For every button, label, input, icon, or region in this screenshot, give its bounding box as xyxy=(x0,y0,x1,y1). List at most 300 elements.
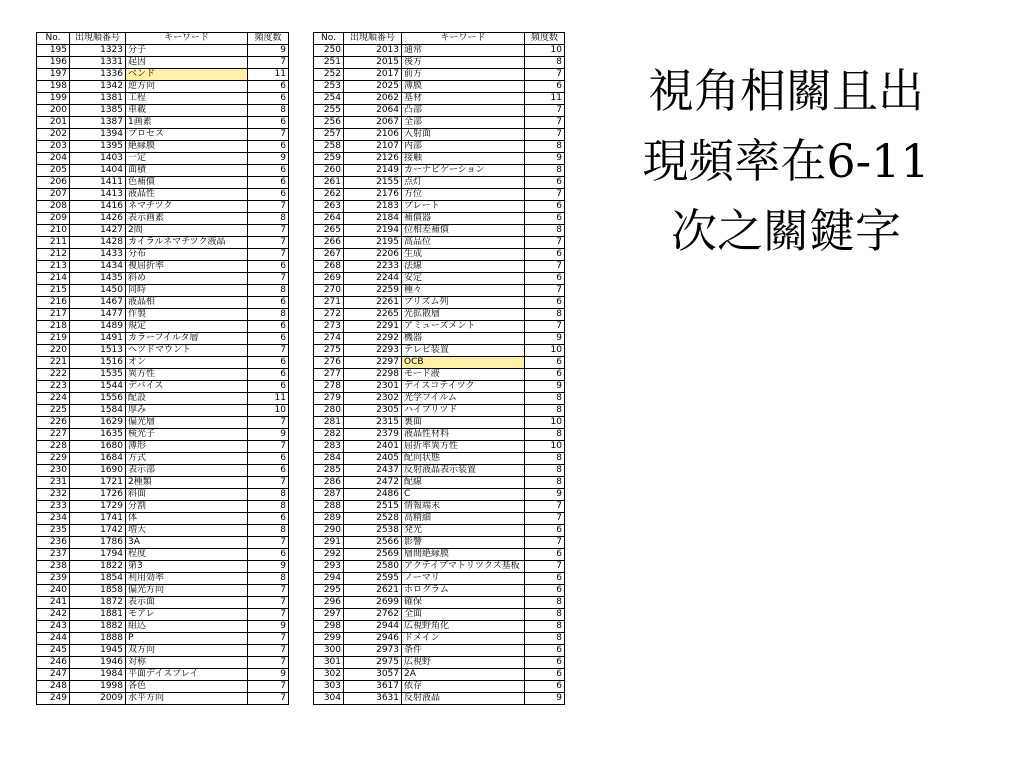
keyword-cell: 安定 xyxy=(402,273,525,285)
row-number-cell: 281 xyxy=(314,417,344,429)
order-number-cell: 1690 xyxy=(70,465,126,477)
order-number-cell: 1729 xyxy=(70,501,126,513)
table-row xyxy=(314,57,565,69)
row-number-cell: 291 xyxy=(314,537,344,549)
order-number-cell: 1489 xyxy=(70,321,126,333)
table-row xyxy=(37,81,289,93)
table-row xyxy=(314,405,565,417)
frequency-cell: 8 xyxy=(248,573,289,585)
order-number-cell: 1858 xyxy=(70,585,126,597)
keyword-cell: 各色 xyxy=(126,681,248,693)
keyword-cell: 工程 xyxy=(126,93,248,105)
row-number-cell: 246 xyxy=(37,657,70,669)
order-number-cell: 2149 xyxy=(344,165,402,177)
keyword-cell: 層間絶縁膜 xyxy=(402,549,525,561)
row-number-cell: 252 xyxy=(314,69,344,81)
row-number-cell: 240 xyxy=(37,585,70,597)
row-number-cell: 267 xyxy=(314,249,344,261)
keyword-cell: 利用効率 xyxy=(126,573,248,585)
frequency-cell: 6 xyxy=(525,669,565,681)
table-row xyxy=(314,585,565,597)
order-number-cell: 1535 xyxy=(70,369,126,381)
table-row xyxy=(314,189,565,201)
table-row xyxy=(37,249,289,261)
row-number-cell: 298 xyxy=(314,621,344,633)
order-number-cell: 2291 xyxy=(344,321,402,333)
keyword-cell: 偏光方向 xyxy=(126,585,248,597)
table-row xyxy=(314,117,565,129)
row-number-cell: 296 xyxy=(314,597,344,609)
table-row xyxy=(314,609,565,621)
frequency-cell: 9 xyxy=(525,381,565,393)
order-number-cell: 1854 xyxy=(70,573,126,585)
table-row xyxy=(37,453,289,465)
row-number-cell: 221 xyxy=(37,357,70,369)
table-row xyxy=(314,393,565,405)
order-number-cell: 2538 xyxy=(344,525,402,537)
keyword-cell: 配線 xyxy=(402,477,525,489)
table-row xyxy=(314,501,565,513)
frequency-cell: 7 xyxy=(248,585,289,597)
table-row xyxy=(314,537,565,549)
frequency-cell: 8 xyxy=(525,621,565,633)
order-number-cell: 2973 xyxy=(344,645,402,657)
table-row xyxy=(37,285,289,297)
frequency-cell: 8 xyxy=(525,609,565,621)
table-row xyxy=(314,201,565,213)
title-line-1: 視角相關且出 xyxy=(648,64,924,118)
keyword-cell: 起因 xyxy=(126,57,248,69)
table-row xyxy=(314,261,565,273)
keyword-cell: カーナビゲーション xyxy=(402,165,525,177)
frequency-cell: 6 xyxy=(248,369,289,381)
order-number-cell: 1426 xyxy=(70,213,126,225)
keyword-cell: 屈折率異方性 xyxy=(402,441,525,453)
frequency-cell: 9 xyxy=(248,561,289,573)
keyword-cell: 方位 xyxy=(402,189,525,201)
row-number-cell: 241 xyxy=(37,597,70,609)
frequency-cell: 8 xyxy=(525,393,565,405)
table-row xyxy=(37,513,289,525)
row-number-cell: 295 xyxy=(314,585,344,597)
table-row xyxy=(37,405,289,417)
frequency-cell: 7 xyxy=(248,249,289,261)
keyword-cell: オン xyxy=(126,357,248,369)
order-number-cell: 1427 xyxy=(70,225,126,237)
keyword-cell: プロセス xyxy=(126,129,248,141)
table-row xyxy=(37,501,289,513)
keyword-cell: 分割 xyxy=(126,501,248,513)
row-number-cell: 202 xyxy=(37,129,70,141)
order-number-cell: 1404 xyxy=(70,165,126,177)
order-number-cell: 1629 xyxy=(70,417,126,429)
table-row xyxy=(314,513,565,525)
table-row xyxy=(314,693,565,705)
frequency-cell: 6 xyxy=(248,513,289,525)
order-number-cell: 1395 xyxy=(70,141,126,153)
row-number-cell: 268 xyxy=(314,261,344,273)
keyword-cell: 薄形 xyxy=(126,441,248,453)
frequency-cell: 8 xyxy=(525,165,565,177)
table-row xyxy=(37,153,289,165)
keyword-cell: 組込 xyxy=(126,621,248,633)
table-row xyxy=(37,201,289,213)
row-number-cell: 214 xyxy=(37,273,70,285)
order-number-cell: 2379 xyxy=(344,429,402,441)
table-row xyxy=(37,105,289,117)
order-number-cell: 1635 xyxy=(70,429,126,441)
order-number-cell: 1882 xyxy=(70,621,126,633)
table-row xyxy=(314,465,565,477)
row-number-cell: 275 xyxy=(314,345,344,357)
row-number-cell: 239 xyxy=(37,573,70,585)
title-line-3: 次之關鍵字 xyxy=(671,204,901,258)
order-number-cell: 1403 xyxy=(70,153,126,165)
table-row xyxy=(37,357,289,369)
keyword-cell: ドメイン xyxy=(402,633,525,645)
table-row xyxy=(37,189,289,201)
table-row xyxy=(37,597,289,609)
frequency-cell: 6 xyxy=(525,681,565,693)
keyword-cell: デイスコテイツク xyxy=(402,381,525,393)
order-number-cell: 2699 xyxy=(344,597,402,609)
frequency-cell: 6 xyxy=(525,213,565,225)
order-number-cell: 2183 xyxy=(344,201,402,213)
row-number-cell: 243 xyxy=(37,621,70,633)
order-number-cell: 1336 xyxy=(70,69,126,81)
row-number-cell: 251 xyxy=(314,57,344,69)
slide-title xyxy=(596,56,976,266)
frequency-cell: 10 xyxy=(525,417,565,429)
frequency-cell: 9 xyxy=(248,429,289,441)
order-number-cell: 2472 xyxy=(344,477,402,489)
row-number-cell: 223 xyxy=(37,381,70,393)
frequency-cell: 7 xyxy=(248,597,289,609)
frequency-cell: 6 xyxy=(248,117,289,129)
frequency-cell: 6 xyxy=(525,645,565,657)
order-number-cell: 2244 xyxy=(344,273,402,285)
table-row xyxy=(314,321,565,333)
table-row xyxy=(37,45,289,57)
table-row xyxy=(37,477,289,489)
frequency-cell: 8 xyxy=(248,213,289,225)
order-number-cell: 2259 xyxy=(344,285,402,297)
frequency-cell: 8 xyxy=(248,501,289,513)
frequency-cell: 6 xyxy=(248,549,289,561)
order-number-cell: 2315 xyxy=(344,417,402,429)
frequency-cell: 7 xyxy=(248,657,289,669)
frequency-cell: 7 xyxy=(525,261,565,273)
keyword-cell: 斜面 xyxy=(126,489,248,501)
frequency-cell: 8 xyxy=(525,453,565,465)
order-number-cell: 2195 xyxy=(344,237,402,249)
title-line-2: 現頻率在6-11 xyxy=(642,134,930,188)
keyword-cell: カラーフイルタ層 xyxy=(126,333,248,345)
keyword-cell: ベンド xyxy=(126,69,248,81)
table-row xyxy=(37,693,289,705)
order-number-cell: 2301 xyxy=(344,381,402,393)
row-number-cell: 222 xyxy=(37,369,70,381)
table-row xyxy=(314,381,565,393)
order-number-cell: 1888 xyxy=(70,633,126,645)
order-number-cell: 2297 xyxy=(344,357,402,369)
frequency-cell: 6 xyxy=(525,573,565,585)
table-row xyxy=(37,621,289,633)
keyword-cell: 平面デイスプレイ xyxy=(126,669,248,681)
frequency-cell: 9 xyxy=(248,669,289,681)
row-number-cell: 209 xyxy=(37,213,70,225)
keyword-cell: 点灯 xyxy=(402,177,525,189)
keyword-cell: C xyxy=(402,489,525,501)
row-number-cell: 290 xyxy=(314,525,344,537)
table-row xyxy=(314,333,565,345)
order-number-cell: 1416 xyxy=(70,201,126,213)
frequency-cell: 7 xyxy=(525,561,565,573)
frequency-cell: 7 xyxy=(248,273,289,285)
table-row xyxy=(37,645,289,657)
order-number-cell: 3631 xyxy=(344,693,402,705)
order-number-cell: 1741 xyxy=(70,513,126,525)
keyword-cell: 表示画素 xyxy=(126,213,248,225)
order-number-cell: 2261 xyxy=(344,297,402,309)
keyword-cell: 方式 xyxy=(126,453,248,465)
order-number-cell: 2946 xyxy=(344,633,402,645)
keyword-cell: 情報端末 xyxy=(402,501,525,513)
frequency-cell: 9 xyxy=(525,489,565,501)
header-no: No. xyxy=(37,33,70,45)
row-number-cell: 205 xyxy=(37,165,70,177)
frequency-cell: 8 xyxy=(525,597,565,609)
frequency-cell: 9 xyxy=(525,693,565,705)
frequency-cell: 6 xyxy=(248,333,289,345)
row-number-cell: 219 xyxy=(37,333,70,345)
keyword-cell: 偏光層 xyxy=(126,417,248,429)
order-number-cell: 2067 xyxy=(344,117,402,129)
row-number-cell: 225 xyxy=(37,405,70,417)
keyword-table-left xyxy=(36,32,289,705)
table-row xyxy=(37,165,289,177)
keyword-cell: 確保 xyxy=(402,597,525,609)
row-number-cell: 228 xyxy=(37,441,70,453)
row-number-cell: 292 xyxy=(314,549,344,561)
keyword-cell: 全部 xyxy=(402,117,525,129)
order-number-cell: 1516 xyxy=(70,357,126,369)
order-number-cell: 1794 xyxy=(70,549,126,561)
row-number-cell: 235 xyxy=(37,525,70,537)
row-number-cell: 232 xyxy=(37,489,70,501)
table-row xyxy=(37,237,289,249)
frequency-cell: 7 xyxy=(248,633,289,645)
frequency-cell: 6 xyxy=(525,177,565,189)
row-number-cell: 255 xyxy=(314,105,344,117)
frequency-cell: 8 xyxy=(248,309,289,321)
table-row xyxy=(314,657,565,669)
keyword-cell: プレート xyxy=(402,201,525,213)
table-row xyxy=(37,273,289,285)
row-number-cell: 302 xyxy=(314,669,344,681)
order-number-cell: 1434 xyxy=(70,261,126,273)
table-row xyxy=(37,429,289,441)
order-number-cell: 1411 xyxy=(70,177,126,189)
row-number-cell: 270 xyxy=(314,285,344,297)
order-number-cell: 1742 xyxy=(70,525,126,537)
table-row xyxy=(37,657,289,669)
table-row xyxy=(37,369,289,381)
row-number-cell: 294 xyxy=(314,573,344,585)
frequency-cell: 6 xyxy=(525,549,565,561)
table-row xyxy=(37,177,289,189)
keyword-cell: 規定 xyxy=(126,321,248,333)
keyword-cell: ネマチツク xyxy=(126,201,248,213)
table-row xyxy=(37,561,289,573)
keyword-cell: 面積 xyxy=(126,165,248,177)
table-row xyxy=(314,429,565,441)
row-number-cell: 289 xyxy=(314,513,344,525)
table-row xyxy=(314,345,565,357)
order-number-cell: 1513 xyxy=(70,345,126,357)
order-number-cell: 2595 xyxy=(344,573,402,585)
table-row xyxy=(37,585,289,597)
table-row xyxy=(314,417,565,429)
order-number-cell: 2302 xyxy=(344,393,402,405)
keyword-cell: カイラルネマチツク液晶 xyxy=(126,237,248,249)
row-number-cell: 288 xyxy=(314,501,344,513)
table-row xyxy=(314,285,565,297)
frequency-cell: 6 xyxy=(248,261,289,273)
frequency-cell: 8 xyxy=(525,633,565,645)
table-row xyxy=(314,309,565,321)
order-number-cell: 1385 xyxy=(70,105,126,117)
frequency-cell: 6 xyxy=(525,369,565,381)
order-number-cell: 2184 xyxy=(344,213,402,225)
frequency-cell: 7 xyxy=(248,693,289,705)
keyword-cell: 配向状態 xyxy=(402,453,525,465)
frequency-cell: 7 xyxy=(248,441,289,453)
row-number-cell: 266 xyxy=(314,237,344,249)
row-number-cell: 237 xyxy=(37,549,70,561)
frequency-cell: 7 xyxy=(248,681,289,693)
row-number-cell: 236 xyxy=(37,537,70,549)
frequency-cell: 6 xyxy=(248,141,289,153)
table-row xyxy=(37,681,289,693)
order-number-cell: 2013 xyxy=(344,45,402,57)
order-number-cell: 2176 xyxy=(344,189,402,201)
keyword-cell: 全面 xyxy=(402,609,525,621)
row-number-cell: 212 xyxy=(37,249,70,261)
order-number-cell: 2194 xyxy=(344,225,402,237)
order-number-cell: 2621 xyxy=(344,585,402,597)
keyword-cell: OCB xyxy=(402,357,525,369)
frequency-cell: 10 xyxy=(525,441,565,453)
order-number-cell: 1435 xyxy=(70,273,126,285)
frequency-cell: 6 xyxy=(248,297,289,309)
row-number-cell: 253 xyxy=(314,81,344,93)
table-row xyxy=(37,393,289,405)
table-row xyxy=(314,621,565,633)
keyword-cell: テレビ装置 xyxy=(402,345,525,357)
row-number-cell: 230 xyxy=(37,465,70,477)
order-number-cell: 2265 xyxy=(344,309,402,321)
row-number-cell: 258 xyxy=(314,141,344,153)
table-row xyxy=(314,477,565,489)
order-number-cell: 1726 xyxy=(70,489,126,501)
frequency-cell: 8 xyxy=(525,57,565,69)
frequency-cell: 7 xyxy=(248,477,289,489)
keyword-cell: 液晶性 xyxy=(126,189,248,201)
frequency-cell: 6 xyxy=(248,453,289,465)
frequency-cell: 8 xyxy=(525,405,565,417)
frequency-cell: 7 xyxy=(248,645,289,657)
table-row xyxy=(37,309,289,321)
keyword-cell: 高品位 xyxy=(402,237,525,249)
keyword-cell: ハイブリツド xyxy=(402,405,525,417)
table-row xyxy=(314,165,565,177)
order-number-cell: 2305 xyxy=(344,405,402,417)
frequency-cell: 9 xyxy=(525,153,565,165)
keyword-cell: 分布 xyxy=(126,249,248,261)
order-number-cell: 2569 xyxy=(344,549,402,561)
frequency-cell: 8 xyxy=(248,489,289,501)
frequency-cell: 11 xyxy=(248,393,289,405)
table-row xyxy=(37,549,289,561)
table-row xyxy=(37,345,289,357)
keyword-cell: 生成 xyxy=(402,249,525,261)
frequency-cell: 7 xyxy=(248,129,289,141)
order-number-cell: 2401 xyxy=(344,441,402,453)
frequency-cell: 11 xyxy=(248,69,289,81)
table-row xyxy=(37,609,289,621)
order-number-cell: 2528 xyxy=(344,513,402,525)
keyword-cell: 体 xyxy=(126,513,248,525)
keyword-cell: P xyxy=(126,633,248,645)
header-frequency: 頻度数 xyxy=(248,33,289,45)
row-number-cell: 248 xyxy=(37,681,70,693)
header-order-number: 出現順番号 xyxy=(344,33,402,45)
keyword-cell: 高精細 xyxy=(402,513,525,525)
table-row xyxy=(37,381,289,393)
row-number-cell: 284 xyxy=(314,453,344,465)
keyword-cell: 広視野 xyxy=(402,657,525,669)
row-number-cell: 238 xyxy=(37,561,70,573)
frequency-cell: 7 xyxy=(248,345,289,357)
keyword-cell: 基材 xyxy=(402,93,525,105)
keyword-cell: 液晶相 xyxy=(126,297,248,309)
table-row xyxy=(314,225,565,237)
row-number-cell: 211 xyxy=(37,237,70,249)
keyword-cell: 検光子 xyxy=(126,429,248,441)
order-number-cell: 2107 xyxy=(344,141,402,153)
keyword-cell: ホログラム xyxy=(402,585,525,597)
row-number-cell: 283 xyxy=(314,441,344,453)
order-number-cell: 2975 xyxy=(344,657,402,669)
frequency-cell: 6 xyxy=(525,657,565,669)
table-header-row xyxy=(37,33,289,45)
row-number-cell: 201 xyxy=(37,117,70,129)
frequency-cell: 8 xyxy=(248,285,289,297)
row-number-cell: 273 xyxy=(314,321,344,333)
row-number-cell: 220 xyxy=(37,345,70,357)
table-row xyxy=(314,141,565,153)
row-number-cell: 257 xyxy=(314,129,344,141)
table-row xyxy=(314,669,565,681)
order-number-cell: 1331 xyxy=(70,57,126,69)
row-number-cell: 263 xyxy=(314,201,344,213)
order-number-cell: 2944 xyxy=(344,621,402,633)
table-row xyxy=(314,45,565,57)
frequency-cell: 7 xyxy=(525,237,565,249)
order-number-cell: 1881 xyxy=(70,609,126,621)
frequency-cell: 8 xyxy=(525,429,565,441)
